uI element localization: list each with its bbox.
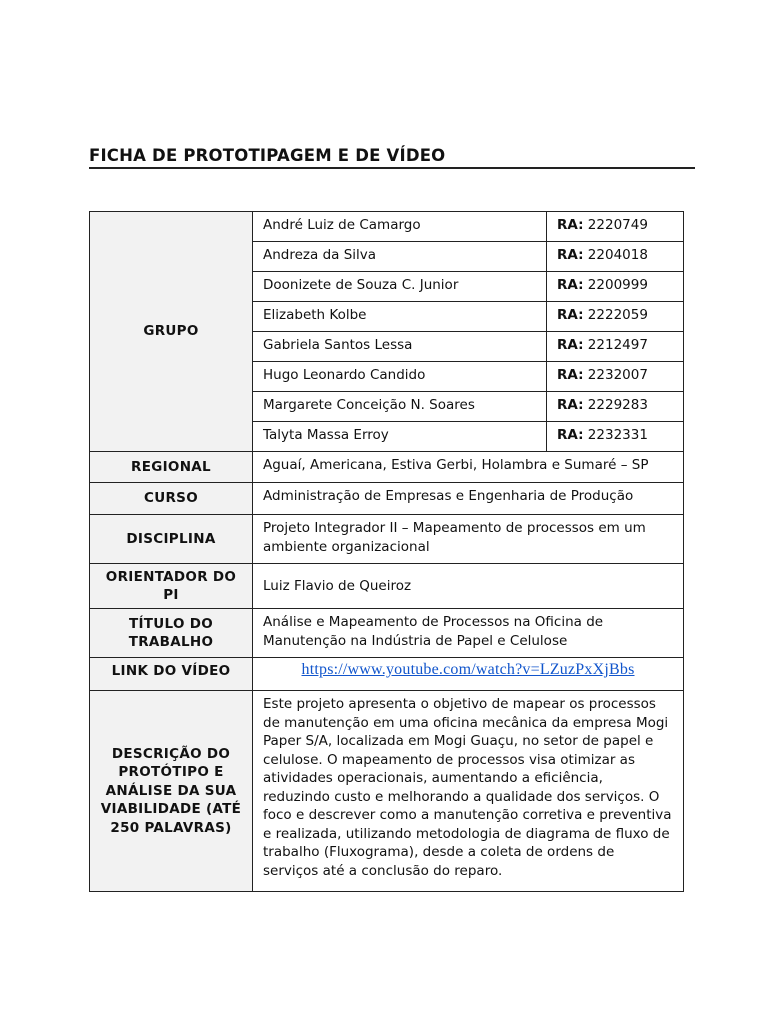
ra-label: RA: xyxy=(557,217,584,233)
member-name: André Luiz de Camargo xyxy=(253,212,547,242)
curso-value: Administração de Empresas e Engenharia de Produção xyxy=(253,483,684,515)
ra-label: RA: xyxy=(557,367,584,383)
member-name: Elizabeth Kolbe xyxy=(253,302,547,332)
link-row xyxy=(90,658,684,691)
ra-value: 2232007 xyxy=(587,367,648,383)
member-ra xyxy=(547,272,684,302)
curso-row xyxy=(90,483,684,515)
member-ra xyxy=(547,422,684,452)
ra-label: RA: xyxy=(557,427,584,443)
ra-value: 2222059 xyxy=(587,307,648,323)
member-name: Doonizete de Souza C. Junior xyxy=(253,272,547,302)
member-ra xyxy=(547,392,684,422)
orientador-value: Luiz Flavio de Queiroz xyxy=(253,564,684,609)
grupo-label: GRUPO xyxy=(90,212,253,452)
disciplina-value: Projeto Integrador II – Mapeamento de processos em um ambiente organizacional xyxy=(253,515,684,564)
ra-value: 2220749 xyxy=(587,217,648,233)
ra-label: RA: xyxy=(557,397,584,413)
ra-label: RA: xyxy=(557,247,584,263)
titulo-value: Análise e Mapeamento de Processos na Oficina de Manutenção na Indústria de Papel e Celulose xyxy=(253,609,684,658)
descricao-value: Este projeto apresenta o objetivo de mapear os processos de manutenção em uma oficina mecânica da empresa Mogi Paper S/A, localizada em Mogi Guaçu, no setor de papel e celulose. O mapeamento de processos visa otimizar as atividades operacionais, aumentando a eficiência, reduzindo custo e melhorando a qualidade dos serviços. O foco e descrever como a manutenção corretiva e preventiva e realizada, utilizando metodologia de diagrama de fluxo de trabalho (Fluxograma), desde a coleta de ordens de serviços até a conclusão do reparo. xyxy=(253,691,684,892)
descricao-label: DESCRIÇÃO DO PROTÓTIPO E ANÁLISE DA SUA VIABILIDADE (ATÉ 250 PALAVRAS) xyxy=(90,691,253,892)
member-name: Margarete Conceição N. Soares xyxy=(253,392,547,422)
member-row xyxy=(90,212,684,242)
member-ra xyxy=(547,242,684,272)
member-name: Hugo Leonardo Candido xyxy=(253,362,547,392)
ra-label: RA: xyxy=(557,337,584,353)
member-ra xyxy=(547,362,684,392)
orientador-row xyxy=(90,564,684,609)
curso-label: CURSO xyxy=(90,483,253,515)
member-ra xyxy=(547,212,684,242)
disciplina-row xyxy=(90,515,684,564)
member-name: Andreza da Silva xyxy=(253,242,547,272)
ra-value: 2212497 xyxy=(587,337,648,353)
titulo-label: TÍTULO DO TRABALHO xyxy=(90,609,253,658)
orientador-label: ORIENTADOR DO PI xyxy=(90,564,253,609)
member-name: Gabriela Santos Lessa xyxy=(253,332,547,362)
member-ra xyxy=(547,302,684,332)
disciplina-label: DISCIPLINA xyxy=(90,515,253,564)
regional-value: Aguaí, Americana, Estiva Gerbi, Holambra e Sumaré – SP xyxy=(253,452,684,483)
ra-label: RA: xyxy=(557,307,584,323)
member-ra xyxy=(547,332,684,362)
page-title: FICHA DE PROTOTIPAGEM E DE VÍDEO xyxy=(89,146,695,169)
regional-row xyxy=(90,452,684,483)
link-cell xyxy=(253,658,684,691)
ficha-table xyxy=(89,211,684,892)
ra-value: 2229283 xyxy=(587,397,648,413)
ra-value: 2200999 xyxy=(587,277,648,293)
descricao-row xyxy=(90,691,684,892)
ra-label: RA: xyxy=(557,277,584,293)
regional-label: REGIONAL xyxy=(90,452,253,483)
ra-value: 2204018 xyxy=(587,247,648,263)
titulo-row xyxy=(90,609,684,658)
link-label: LINK DO VÍDEO xyxy=(90,658,253,691)
ra-value: 2232331 xyxy=(587,427,648,443)
video-link[interactable]: https://www.youtube.com/watch?v=LZuzPxXjBbs xyxy=(301,661,635,678)
member-name: Talyta Massa Erroy xyxy=(253,422,547,452)
